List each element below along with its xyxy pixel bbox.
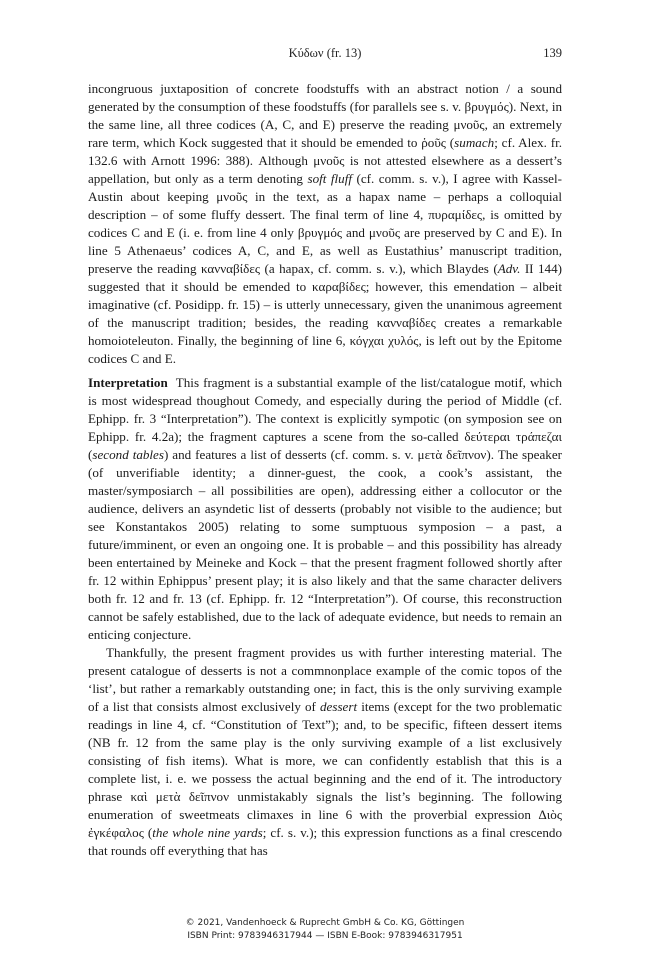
text-run: incongruous juxtaposition of concrete foodstuffs with an abstract notion / a sound generated by the consumption of these foodstuffs (for parallels see s. v. βρυγμός). Next, in the same line, all three codices (A, C, and E) preserve the reading μνοῦς, an extremely rare term, which Kock suggested that it should be emended to ῥοῦς ( [88, 81, 562, 150]
text-run: This fragment is a substantial example of the list/catalogue motif, which is most widespread thoughout Comedy, and especially during the period of Middle (cf. Ephipp. fr. 3 “Interpretation”). The context is explicitly sympotic (on symposion see on Ephipp. fr. 4.2a); the fragment captures a scene from the so-called δεύτεραι τράπεζαι ( [88, 375, 562, 462]
text-run: items (except for the two problematic readings in line 4, cf. “Constitution of Text”); and, to be specific, fifteen dessert items (NB fr. 12 from the same play is the only surviving example of a list exclusively consisting of fish items). What is more, we can confidently establish that this is a complete list, i. e. we possess the actual beginning and the end of it. The introductory phrase καὶ μετὰ δεῖπνον unmistakably signals the list’s beginning. The following enumeration of sweetmeats climaxes in line 6 with the proverbial expression Διὸς ἐγκέφαλος ( [88, 699, 562, 840]
running-head-title: Κύδων (fr. 13) [288, 46, 362, 60]
copyright-footer [0, 917, 650, 943]
italic-term: dessert [320, 699, 358, 714]
italic-term: the whole nine yards [152, 825, 263, 840]
body-text [88, 80, 562, 860]
copyright-line: © 2021, Vandenhoeck & Ruprecht GmbH & Co. KG, Göttingen [185, 918, 465, 928]
paragraph-textual-notes [88, 80, 562, 368]
paragraph-interpretation [88, 374, 562, 644]
paragraph-list-analysis [88, 644, 562, 860]
page-number: 139 [543, 46, 562, 60]
running-head [88, 46, 562, 66]
text-run: ; cf. Alex. fr. 132.6 with Arnott 1996: 388). Although μνοῦς is not attested elsewhere as a dessert’s appellation, but only as a term denoting [88, 135, 562, 186]
italic-term: sumach [454, 135, 495, 150]
text-run: (cf. comm. s. v.), I agree with Kassel-Austin about keeping μνοῦς in the text, as a hapax name – perhaps a colloquial description – of some fluffy dessert. The final term of line 4, πυραμίδες, is omitted by codices C and E (i. e. from line 4 only βρυγμός and μνοῦς are preserved by C and E). In line 5 Athenaeus’ codices A, C, and E, as well as Eustathius’ manuscript tradition, preserve the reading κανναβίδες (a hapax, cf. comm. s. v.), which Blaydes ( [88, 171, 562, 276]
text-run: ; cf. s. v.); this expression functions as a final crescendo that rounds off everything that has [88, 825, 562, 858]
section-heading: Interpretation [88, 375, 168, 390]
text-run: II 144) suggested that it should be emended to καραβίδες; however, this emendation – albeit imaginative (cf. Posidipp. fr. 15) – is utterly unnecessary, given the unanimous agreement of the manuscript tradition; besides, the reading κανναβίδες creates a remarkable homoioteleuton. Finally, the beginning of line 6, κόγχαι χυλός, is left out by the Epitome codices C and E. [88, 261, 562, 366]
text-run: ) and features a list of desserts (cf. comm. s. v. μετὰ δεῖπνον). The speaker (of unverifiable identity; a dinner-guest, the cook, a cook’s assistant, the master/symposiarch – all possibilities are open), addressing either a collocutor or the audience, delivers an asyndetic list of desserts (probably not visible to the audience; but see Konstantakos 2005) relating to some sumptuous symposion – a past, a future/imminent, or even an ongoing one. It is probable – and this possibility has already been entertained by Meineke and Kock – that the present fragment followed shortly after fr. 12 within Ephippus’ present play; it is also likely and that the same character delivers both fr. 12 and fr. 13 (cf. Ephipp. fr. 12 “Interpretation”). Of course, this reconstruction cannot be safely established, due to the lack of adequate evidence, but needs to remain an enticing conjecture. [88, 447, 562, 642]
italic-term: Adv. [497, 261, 521, 276]
italic-term: soft fluff [307, 171, 352, 186]
italic-term: second tables [92, 447, 164, 462]
text-run: Thankfully, the present fragment provides us with further interesting material. The present catalogue of desserts is not a commnonplace example of the comic topos of the ‘list’, but rather a remarkably outstanding one; in fact, this is the only surviving example of a list that consists almost exclusively of [88, 645, 562, 714]
isbn-line: ISBN Print: 9783946317944 — ISBN E-Book: 9783946317951 [187, 931, 463, 941]
